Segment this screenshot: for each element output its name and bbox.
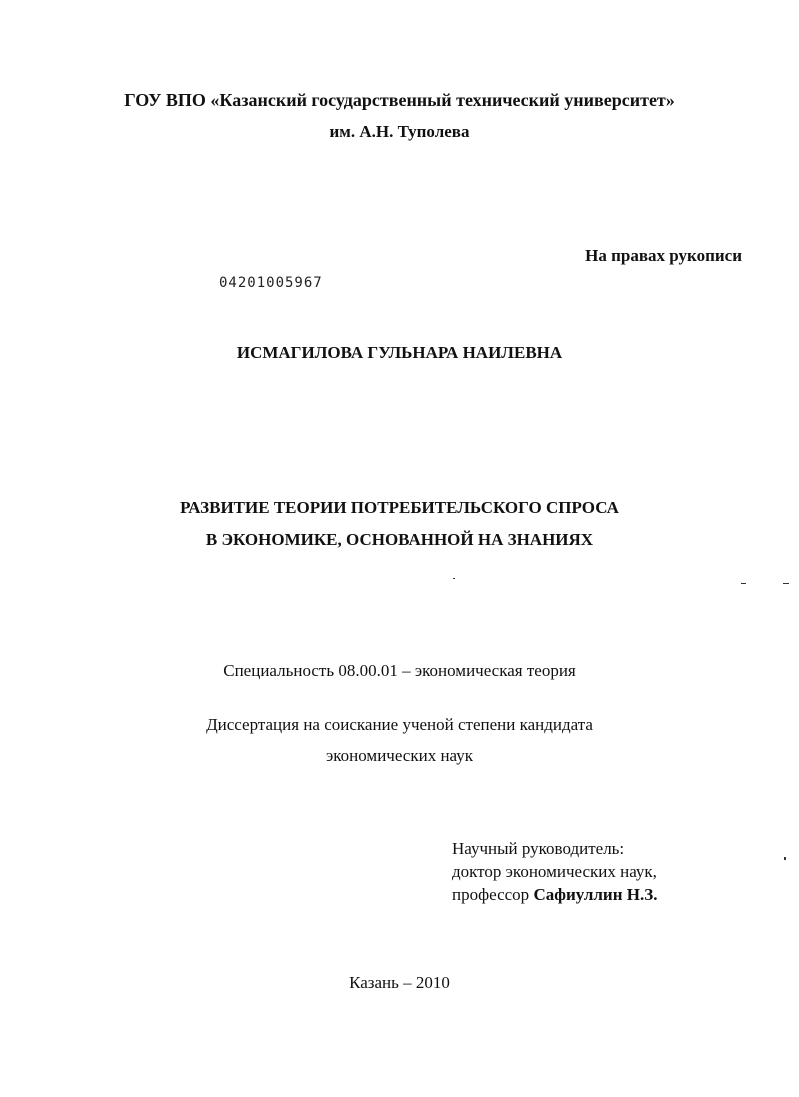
supervisor-name: Сафиуллин Н.З. bbox=[533, 885, 658, 904]
scan-speck bbox=[784, 857, 786, 860]
university-name: ГОУ ВПО «Казанский государственный технический университет» bbox=[124, 90, 675, 110]
dissertation-line2: экономических наук bbox=[325, 746, 474, 765]
rights-note: На правах рукописи bbox=[585, 246, 742, 265]
specialty: Специальность 08.00.01 – экономическая теория bbox=[223, 661, 576, 680]
supervisor-label: Научный руководитель: bbox=[452, 839, 625, 858]
thesis-title-line2: В ЭКОНОМИКЕ, ОСНОВАННОЙ НА ЗНАНИЯХ bbox=[205, 530, 594, 549]
supervisor-title: профессор bbox=[452, 885, 530, 904]
supervisor-line bbox=[452, 884, 657, 906]
scan-speck bbox=[453, 578, 455, 579]
scan-speck bbox=[741, 583, 746, 584]
university-named-after: им. А.Н. Туполева bbox=[329, 122, 470, 141]
catalog-number: 04201005967 bbox=[219, 275, 323, 291]
scan-speck bbox=[783, 583, 789, 584]
dissertation-line1: Диссертация на соискание ученой степени кандидата bbox=[206, 715, 593, 734]
supervisor-degree: доктор экономических наук, bbox=[452, 862, 657, 881]
city-year: Казань – 2010 bbox=[349, 973, 450, 992]
thesis-title-line1: РАЗВИТИЕ ТЕОРИИ ПОТРЕБИТЕЛЬСКОГО СПРОСА bbox=[180, 498, 619, 517]
author-name: ИСМАГИЛОВА ГУЛЬНАРА НАИЛЕВНА bbox=[236, 343, 563, 362]
